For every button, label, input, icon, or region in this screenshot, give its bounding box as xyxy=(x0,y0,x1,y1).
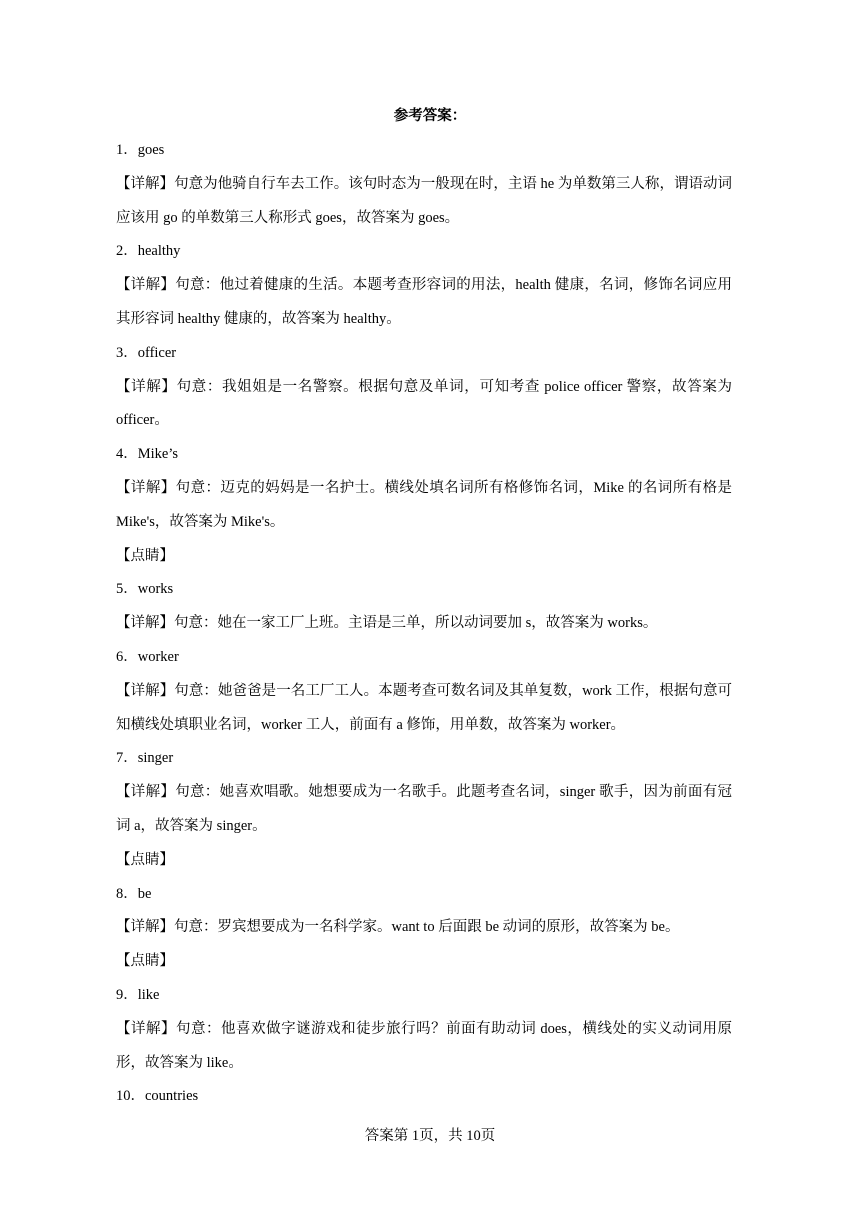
answer-line: 4．Mike’s xyxy=(116,446,179,463)
answer-line: 7．singer xyxy=(116,750,174,767)
detail-tag: 【详解】 xyxy=(116,277,176,294)
detail-text: 句意：她爸爸是一名工厂工人。本题考查可数名词及其单复数，work 工作，根据句意可知横线处填职业名词，worker 工人，前面有 a 修饰，用单数，故答案为 worker。 xyxy=(116,682,733,733)
detail-tag: 【详解】 xyxy=(116,784,176,801)
detail-tag: 【详解】 xyxy=(116,479,176,496)
answer-line: 6．worker xyxy=(116,648,179,665)
detail-paragraph xyxy=(116,371,732,439)
detail-paragraph xyxy=(116,911,732,945)
note-tag: 【点睛】 xyxy=(116,851,174,868)
answer-line: 2．healthy xyxy=(116,243,181,260)
answer-line: 5．works xyxy=(116,581,174,598)
answer-line: 10．countries xyxy=(116,1088,199,1105)
answer-list xyxy=(116,134,732,1114)
note-tag: 【点睛】 xyxy=(116,953,174,970)
detail-text: 句意：她在一家工厂上班。主语是三单，所以动词要加 s，故答案为 works。 xyxy=(174,615,658,632)
detail-text: 句意：迈克的妈妈是一名护士。横线处填名词所有格修饰名词，Mike 的名词所有格是 Mike's，故答案为 Mike's。 xyxy=(116,479,732,530)
detail-tag: 【详解】 xyxy=(116,919,174,936)
detail-paragraph xyxy=(116,776,732,844)
detail-paragraph xyxy=(116,675,732,743)
detail-tag: 【详解】 xyxy=(116,682,175,699)
detail-tag: 【详解】 xyxy=(116,1020,177,1037)
detail-text: 句意：他过着健康的生活。本题考查形容词的用法，health 健康，名词，修饰名词应用其形容词 healthy 健康的，故答案为 healthy。 xyxy=(116,277,733,327)
note-tag: 【点睛】 xyxy=(116,547,174,564)
detail-tag: 【详解】 xyxy=(116,615,174,632)
detail-paragraph xyxy=(116,607,732,641)
detail-paragraph xyxy=(116,1013,732,1081)
detail-paragraph xyxy=(116,168,732,236)
detail-text: 句意：罗宾想要成为一名科学家。want to 后面跟 be 动词的原形，故答案为 be。 xyxy=(174,919,680,936)
answer-line: 3．officer xyxy=(116,344,177,361)
detail-text: 句意：她喜欢唱歌。她想要成为一名歌手。此题考查名词，singer 歌手，因为前面有冠词 a，故答案为 singer。 xyxy=(116,784,733,834)
page-title: 参考答案： xyxy=(393,108,467,124)
answer-line: 9．like xyxy=(116,986,160,1003)
detail-paragraph xyxy=(116,269,732,337)
detail-text: 句意：我姐姐是一名警察。根据句意及单词，可知考查 police officer 警察，故答案为 officer。 xyxy=(116,378,732,429)
detail-text: 句意：他喜欢做字谜游戏和徒步旅行吗？前面有助动词 does，横线处的实义动词用原形，故答案为 like。 xyxy=(116,1020,732,1071)
detail-paragraph xyxy=(116,472,732,540)
answer-line: 8．be xyxy=(116,885,152,902)
page-footer: 答案第 1页，共 10页 xyxy=(364,1128,496,1144)
detail-tag: 【详解】 xyxy=(116,175,175,192)
detail-tag: 【详解】 xyxy=(116,378,177,395)
answer-line: 1．goes xyxy=(116,142,165,158)
detail-text: 句意为他骑自行车去工作。该句时态为一般现在时，主语 he 为单数第三人称，谓语动词应该用 go 的单数第三人称形式 goes，故答案为 goes。 xyxy=(116,175,733,226)
